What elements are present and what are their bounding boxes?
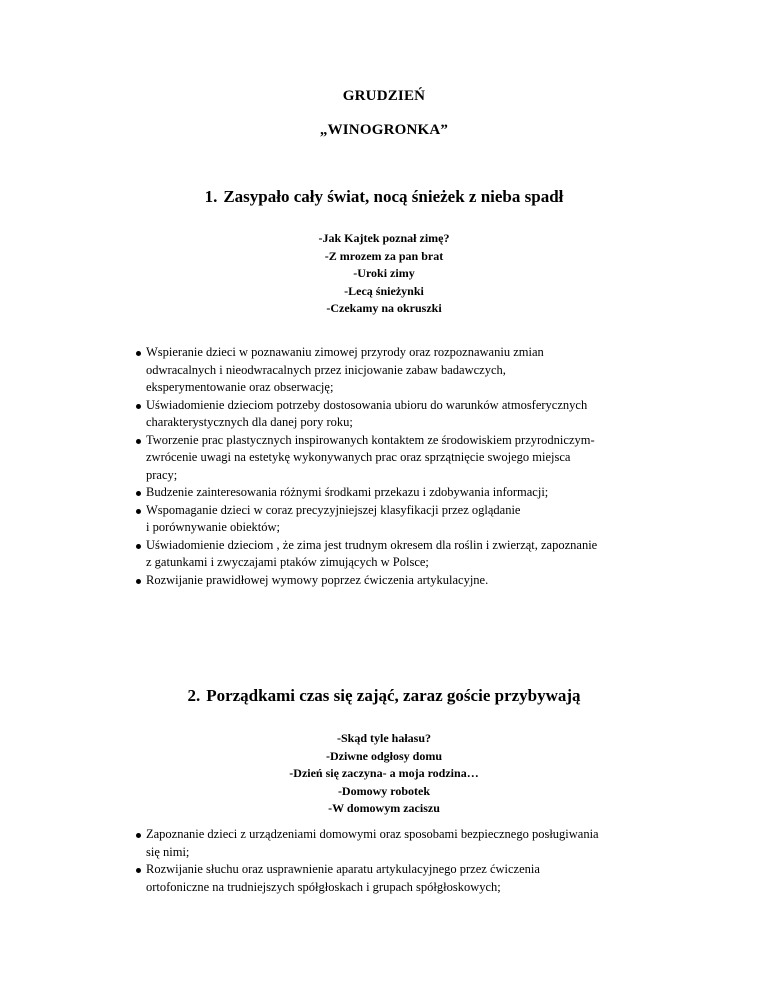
section-1-topics xyxy=(0,230,768,318)
topic-item: -Lecą śnieżynki xyxy=(344,283,424,298)
bullet-icon xyxy=(136,833,141,838)
bullet-icon xyxy=(136,351,141,356)
goal-item xyxy=(146,397,686,432)
bullet-icon xyxy=(136,439,141,444)
goal-item xyxy=(146,537,686,572)
goal-line: Tworzenie prac plastycznych inspirowanych kontaktem ze środowiskiem przyrodniczym- xyxy=(146,432,595,447)
goal-item xyxy=(146,344,686,397)
topic-item: -Dzień się zaczyna- a moja rodzina… xyxy=(289,766,479,780)
topic-item: -Uroki zimy xyxy=(353,266,415,280)
goal-line: z gatunkami i zwyczajami ptaków zimujących w Polsce; xyxy=(146,555,429,569)
goal-line: Rozwijanie prawidłowej wymowy poprzez ćwiczenia artykulacyjne. xyxy=(146,572,489,587)
bullet-icon xyxy=(136,491,141,496)
goal-line: zwrócenie uwagi na estetykę wykonywanych prac oraz sprzątnięcie swojego miejsca xyxy=(146,450,571,464)
goal-line: odwracalnych i nieodwracalnych przez inicjowanie zabaw badawczych, xyxy=(146,362,506,377)
bullet-icon xyxy=(136,544,141,549)
section-2-goals xyxy=(146,826,686,896)
goal-item xyxy=(146,861,686,896)
section-1-heading xyxy=(0,187,768,207)
goal-line: Budzenie zainteresowania różnymi środkami przekazu i zdobywania informacji; xyxy=(146,485,549,499)
goal-line: i porównywanie obiektów; xyxy=(146,520,281,534)
goal-line: eksperymentowanie oraz obserwację; xyxy=(146,380,334,394)
goal-line: Wspieranie dzieci w poznawaniu zimowej przyrody oraz rozpoznawaniu zmian xyxy=(146,345,544,359)
goal-line: Zapoznanie dzieci z urządzeniami domowymi oraz sposobami bezpiecznego posługiwania xyxy=(146,827,599,841)
month-title: GRUDZIEŃ xyxy=(342,88,426,104)
topic-item: -Z mrozem za pan brat xyxy=(324,248,444,263)
section-1-title: Zasypało cały świat, nocą śnieżek z nieba spadł xyxy=(223,187,564,206)
section-2-heading xyxy=(0,686,768,706)
topic-item: -Czekamy na okruszki xyxy=(326,301,442,315)
goal-line: Wspomaganie dzieci w coraz precyzyjniejszej klasyfikacji przez oglądanie xyxy=(146,502,521,517)
topic-item: -Dziwne odgłosy domu xyxy=(325,748,442,763)
bullet-icon xyxy=(136,509,141,514)
goal-line: ortofoniczne na trudniejszych spółgłoskach i grupach spółgłoskowych; xyxy=(146,879,501,894)
goal-line: Uświadomienie dzieciom potrzeby dostosowania ubioru do warunków atmosferycznych xyxy=(146,397,588,412)
goal-line: charakterystycznych dla danej pory roku; xyxy=(146,415,353,429)
section-1-goals xyxy=(146,344,686,589)
topic-item: -W domowym zaciszu xyxy=(328,801,440,815)
section-1-number: 1. xyxy=(204,187,218,206)
topic-item: -Domowy robotek xyxy=(337,783,431,798)
goal-line: Uświadomienie dzieciom , że zima jest trudnym okresem dla roślin i zwierząt, zapoznanie xyxy=(146,537,598,552)
group-title: „WINOGRONKA” xyxy=(319,122,449,138)
goal-item xyxy=(146,502,686,537)
goal-item xyxy=(146,484,686,502)
section-2-topics xyxy=(0,730,768,818)
goal-item xyxy=(146,432,686,485)
section-2-title: Porządkami czas się zająć, zaraz goście przybywają xyxy=(206,686,581,705)
goal-item xyxy=(146,572,686,590)
goal-item xyxy=(146,826,686,861)
goal-line: się nimi; xyxy=(146,844,190,859)
topic-item: -Skąd tyle hałasu? xyxy=(336,731,432,745)
goal-line: pracy; xyxy=(146,467,178,482)
bullet-icon xyxy=(136,404,141,409)
section-2-number: 2. xyxy=(187,686,201,705)
bullet-icon xyxy=(136,868,141,873)
topic-item: -Jak Kajtek poznał zimę? xyxy=(318,231,450,245)
bullet-icon xyxy=(136,579,141,584)
goal-line: Rozwijanie słuchu oraz usprawnienie aparatu artykulacyjnego przez ćwiczenia xyxy=(146,862,540,876)
